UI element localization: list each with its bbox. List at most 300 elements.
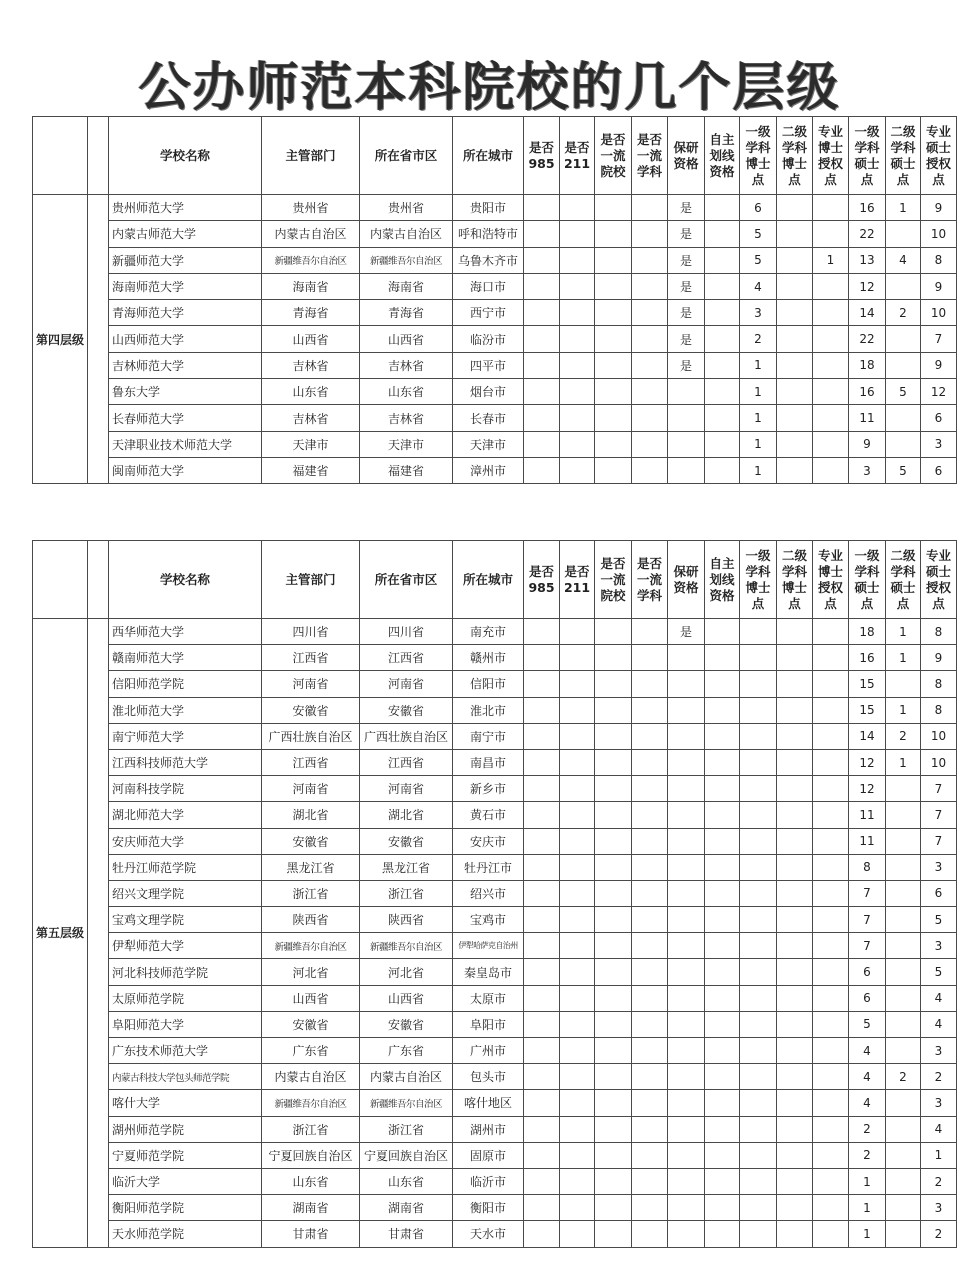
cell-baoyan [668,697,705,723]
cell-phd-level1 [740,697,777,723]
cell-is-985 [524,1221,560,1247]
cell-master-level1: 14 [849,300,886,326]
cell-master-professional: 9 [921,195,957,221]
cell-first-class-univ [595,776,632,802]
cell-self-line [705,985,740,1011]
cell-city: 海口市 [453,273,524,299]
cell-phd-professional [813,1116,849,1142]
cell-province: 新疆维吾尔自治区 [360,933,453,959]
cell-master-level1: 6 [849,959,886,985]
cell-city: 呼和浩特市 [453,221,524,247]
table-row [33,457,957,483]
table-row [33,645,957,671]
cell-phd-level1 [740,671,777,697]
cell-master-professional: 10 [921,221,957,247]
cell-master-level2 [886,273,921,299]
cell-self-line [705,431,740,457]
cell-first-class-univ [595,802,632,828]
cell-province: 安徽省 [360,828,453,854]
cell-master-professional: 10 [921,723,957,749]
cell-phd-level2 [777,1064,813,1090]
cell-self-line [705,300,740,326]
cell-first-class-univ [595,697,632,723]
cell-first-class-discipline [632,247,668,273]
cell-master-level1: 5 [849,1011,886,1037]
cell-province: 浙江省 [360,1116,453,1142]
cell-first-class-univ [595,619,632,645]
column-header-master-professional: 专业硕士授权点 [921,117,957,195]
cell-first-class-discipline [632,619,668,645]
cell-dept: 贵州省 [262,195,360,221]
cell-is-211 [560,1195,595,1221]
cell-phd-level2 [777,379,813,405]
cell-master-professional: 10 [921,300,957,326]
cell-baoyan [668,1221,705,1247]
cell-province: 黑龙江省 [360,854,453,880]
cell-master-professional: 3 [921,1195,957,1221]
cell-master-level1: 12 [849,749,886,775]
cell-dept: 吉林省 [262,405,360,431]
cell-province: 福建省 [360,457,453,483]
cell-dept: 浙江省 [262,880,360,906]
cell-master-level1: 2 [849,1116,886,1142]
cell-school-name: 淮北师范大学 [109,697,262,723]
cell-phd-level2 [777,619,813,645]
cell-master-professional: 4 [921,1011,957,1037]
cell-dept: 海南省 [262,273,360,299]
cell-phd-level1: 1 [740,457,777,483]
cell-master-level2: 2 [886,723,921,749]
cell-self-line [705,619,740,645]
cell-first-class-discipline [632,405,668,431]
column-header-dept: 主管部门 [262,541,360,619]
header-row [33,117,957,195]
cell-is-211 [560,828,595,854]
cell-province: 四川省 [360,619,453,645]
cell-province: 安徽省 [360,697,453,723]
cell-baoyan [668,405,705,431]
cell-phd-level2 [777,854,813,880]
cell-is-985 [524,776,560,802]
cell-first-class-discipline [632,985,668,1011]
cell-province: 新疆维吾尔自治区 [360,1090,453,1116]
cell-dept: 吉林省 [262,352,360,378]
cell-is-985 [524,1064,560,1090]
cell-is-985 [524,1116,560,1142]
cell-phd-level1 [740,1064,777,1090]
table-row [33,959,957,985]
cell-school-name: 青海师范大学 [109,300,262,326]
cell-master-professional: 9 [921,645,957,671]
cell-is-211 [560,431,595,457]
cell-is-211 [560,326,595,352]
column-header-phd-level2: 二级学科博士点 [777,117,813,195]
cell-is-985 [524,619,560,645]
cell-city: 烟台市 [453,379,524,405]
cell-master-professional: 7 [921,326,957,352]
cell-first-class-univ [595,352,632,378]
table-row [33,854,957,880]
cell-master-level2: 2 [886,1064,921,1090]
tier-label: 第五层级 [33,619,88,1248]
cell-self-line [705,379,740,405]
column-header-first-class-univ: 是否一流院校 [595,541,632,619]
cell-phd-professional [813,273,849,299]
cell-province: 河南省 [360,776,453,802]
cell-first-class-univ [595,645,632,671]
cell-school-name: 宁夏师范学院 [109,1142,262,1168]
cell-master-level2 [886,828,921,854]
cell-city: 赣州市 [453,645,524,671]
cell-baoyan [668,1011,705,1037]
cell-master-professional: 2 [921,1221,957,1247]
cell-phd-level2 [777,221,813,247]
cell-master-level1: 7 [849,933,886,959]
cell-is-211 [560,854,595,880]
cell-phd-professional [813,776,849,802]
cell-self-line [705,326,740,352]
cell-master-level2 [886,907,921,933]
cell-first-class-discipline [632,723,668,749]
cell-master-professional: 9 [921,273,957,299]
cell-school-name: 绍兴文理学院 [109,880,262,906]
cell-baoyan [668,907,705,933]
cell-baoyan: 是 [668,619,705,645]
cell-school-name: 海南师范大学 [109,273,262,299]
cell-is-985 [524,405,560,431]
cell-phd-level2 [777,1168,813,1194]
cell-self-line [705,405,740,431]
cell-first-class-univ [595,1064,632,1090]
cell-phd-professional [813,880,849,906]
cell-phd-level2 [777,828,813,854]
cell-school-name: 山西师范大学 [109,326,262,352]
cell-first-class-univ [595,1090,632,1116]
cell-school-name: 内蒙古科技大学包头师范学院 [109,1064,262,1090]
cell-city: 伊犁哈萨克自治州 [453,933,524,959]
cell-phd-level1 [740,907,777,933]
cell-city: 宝鸡市 [453,907,524,933]
cell-self-line [705,352,740,378]
cell-city: 太原市 [453,985,524,1011]
cell-first-class-univ [595,1221,632,1247]
cell-school-name: 安庆师范大学 [109,828,262,854]
cell-master-level1: 8 [849,854,886,880]
column-header-city: 所在城市 [453,117,524,195]
cell-first-class-discipline [632,933,668,959]
cell-first-class-discipline [632,300,668,326]
cell-phd-professional [813,723,849,749]
cell-master-level2: 1 [886,195,921,221]
cell-first-class-discipline [632,671,668,697]
cell-is-985 [524,828,560,854]
cell-phd-level1: 6 [740,195,777,221]
cell-first-class-discipline [632,1168,668,1194]
cell-master-level2 [886,854,921,880]
cell-is-985 [524,749,560,775]
cell-master-level1: 11 [849,405,886,431]
cell-school-name: 湖北师范大学 [109,802,262,828]
cell-master-professional: 4 [921,985,957,1011]
cell-city: 包头市 [453,1064,524,1090]
cell-first-class-univ [595,195,632,221]
cell-master-level1: 13 [849,247,886,273]
cell-province: 陕西省 [360,907,453,933]
cell-school-name: 鲁东大学 [109,379,262,405]
cell-master-level2 [886,326,921,352]
cell-self-line [705,959,740,985]
cell-phd-professional [813,645,849,671]
cell-phd-level1 [740,1221,777,1247]
cell-is-211 [560,907,595,933]
cell-baoyan [668,1064,705,1090]
cell-first-class-discipline [632,1142,668,1168]
cell-school-name: 南宁师范大学 [109,723,262,749]
cell-is-985 [524,352,560,378]
cell-city: 南昌市 [453,749,524,775]
cell-city: 南充市 [453,619,524,645]
cell-phd-level2 [777,1090,813,1116]
cell-phd-professional [813,828,849,854]
cell-province: 宁夏回族自治区 [360,1142,453,1168]
cell-master-level2 [886,352,921,378]
cell-first-class-discipline [632,1064,668,1090]
cell-province: 河北省 [360,959,453,985]
cell-is-211 [560,1011,595,1037]
cell-phd-level1: 2 [740,326,777,352]
cell-self-line [705,247,740,273]
cell-baoyan [668,671,705,697]
cell-baoyan [668,828,705,854]
cell-master-level2 [886,1142,921,1168]
cell-master-level1: 3 [849,457,886,483]
cell-master-professional: 6 [921,880,957,906]
cell-master-level2: 1 [886,697,921,723]
cell-phd-level2 [777,880,813,906]
cell-is-985 [524,247,560,273]
cell-phd-level1: 1 [740,405,777,431]
cell-self-line [705,457,740,483]
column-header-phd-professional: 专业博士授权点 [813,117,849,195]
cell-phd-level2 [777,776,813,802]
cell-self-line [705,671,740,697]
cell-first-class-univ [595,457,632,483]
cell-school-name: 宝鸡文理学院 [109,907,262,933]
cell-phd-level2 [777,1142,813,1168]
cell-phd-professional [813,802,849,828]
cell-self-line [705,645,740,671]
cell-master-level1: 22 [849,221,886,247]
cell-phd-level1 [740,1168,777,1194]
cell-master-level1: 6 [849,985,886,1011]
cell-first-class-discipline [632,880,668,906]
cell-phd-level2 [777,247,813,273]
cell-master-level1: 4 [849,1038,886,1064]
cell-province: 吉林省 [360,352,453,378]
table-row [33,1038,957,1064]
cell-school-name: 新疆师范大学 [109,247,262,273]
cell-is-985 [524,985,560,1011]
cell-is-985 [524,326,560,352]
cell-self-line [705,776,740,802]
column-header-master-level1: 一级学科硕士点 [849,117,886,195]
cell-phd-level1 [740,802,777,828]
cell-is-211 [560,645,595,671]
cell-phd-level1 [740,749,777,775]
cell-phd-professional [813,749,849,775]
cell-school-name: 广东技术师范大学 [109,1038,262,1064]
cell-is-211 [560,1090,595,1116]
cell-is-211 [560,959,595,985]
table-row [33,828,957,854]
cell-is-211 [560,985,595,1011]
cell-phd-level2 [777,749,813,775]
cell-master-level2 [886,1168,921,1194]
header-corner-2 [88,117,109,195]
cell-self-line [705,723,740,749]
cell-phd-level2 [777,1011,813,1037]
cell-phd-professional [813,300,849,326]
cell-dept: 陕西省 [262,907,360,933]
cell-first-class-discipline [632,854,668,880]
cell-province: 湖南省 [360,1195,453,1221]
cell-phd-level1 [740,1142,777,1168]
cell-master-level2: 1 [886,619,921,645]
cell-first-class-discipline [632,1221,668,1247]
cell-first-class-univ [595,959,632,985]
table-row [33,1195,957,1221]
cell-dept: 新疆维吾尔自治区 [262,247,360,273]
column-header-master-professional: 专业硕士授权点 [921,541,957,619]
column-header-is-211: 是否211 [560,117,595,195]
cell-self-line [705,1064,740,1090]
cell-baoyan [668,880,705,906]
cell-city: 四平市 [453,352,524,378]
cell-first-class-univ [595,1195,632,1221]
cell-master-level2: 2 [886,300,921,326]
cell-is-211 [560,379,595,405]
cell-phd-level2 [777,300,813,326]
table-row [33,933,957,959]
cell-baoyan: 是 [668,300,705,326]
cell-first-class-univ [595,880,632,906]
cell-phd-professional [813,959,849,985]
cell-master-level2 [886,671,921,697]
cell-baoyan [668,985,705,1011]
cell-first-class-univ [595,671,632,697]
column-header-self-line: 自主划线资格 [705,117,740,195]
cell-dept: 甘肃省 [262,1221,360,1247]
cell-school-name: 喀什大学 [109,1090,262,1116]
cell-master-professional: 9 [921,352,957,378]
cell-school-name: 赣南师范大学 [109,645,262,671]
cell-master-level2 [886,880,921,906]
cell-first-class-univ [595,1168,632,1194]
cell-baoyan [668,959,705,985]
cell-first-class-discipline [632,1116,668,1142]
table-row [33,352,957,378]
cell-first-class-univ [595,431,632,457]
cell-city: 喀什地区 [453,1090,524,1116]
cell-phd-level2 [777,457,813,483]
cell-city: 安庆市 [453,828,524,854]
cell-dept: 江西省 [262,749,360,775]
cell-dept: 河南省 [262,776,360,802]
cell-phd-level2 [777,405,813,431]
cell-master-level2 [886,1195,921,1221]
cell-school-name: 阜阳师范大学 [109,1011,262,1037]
cell-first-class-discipline [632,221,668,247]
cell-is-985 [524,379,560,405]
tier4-table [32,116,957,484]
table-row [33,1090,957,1116]
cell-is-211 [560,723,595,749]
cell-master-level1: 16 [849,379,886,405]
cell-province: 山东省 [360,1168,453,1194]
cell-master-professional: 4 [921,1116,957,1142]
cell-baoyan [668,776,705,802]
cell-first-class-discipline [632,457,668,483]
table-row [33,749,957,775]
cell-phd-professional [813,671,849,697]
cell-is-211 [560,619,595,645]
column-header-baoyan: 保研资格 [668,117,705,195]
cell-phd-professional [813,933,849,959]
column-header-baoyan: 保研资格 [668,541,705,619]
cell-phd-professional: 1 [813,247,849,273]
cell-self-line [705,1168,740,1194]
cell-self-line [705,1011,740,1037]
cell-phd-professional [813,221,849,247]
cell-first-class-univ [595,379,632,405]
table-row [33,1064,957,1090]
cell-is-985 [524,1142,560,1168]
cell-baoyan [668,457,705,483]
cell-self-line [705,749,740,775]
cell-city: 固原市 [453,1142,524,1168]
cell-master-level1: 9 [849,431,886,457]
cell-phd-level2 [777,352,813,378]
cell-school-name: 河北科技师范学院 [109,959,262,985]
cell-first-class-univ [595,985,632,1011]
cell-master-level1: 1 [849,1168,886,1194]
column-header-school-name: 学校名称 [109,117,262,195]
cell-school-name: 长春师范大学 [109,405,262,431]
cell-master-professional: 6 [921,405,957,431]
cell-is-985 [524,457,560,483]
cell-dept: 宁夏回族自治区 [262,1142,360,1168]
cell-is-985 [524,907,560,933]
cell-is-211 [560,1221,595,1247]
cell-master-professional: 3 [921,854,957,880]
cell-first-class-discipline [632,1090,668,1116]
cell-phd-level2 [777,697,813,723]
cell-is-211 [560,1142,595,1168]
cell-master-professional: 7 [921,802,957,828]
table-row [33,247,957,273]
cell-master-professional: 12 [921,379,957,405]
cell-school-name: 内蒙古师范大学 [109,221,262,247]
cell-school-name: 衡阳师范学院 [109,1195,262,1221]
cell-self-line [705,907,740,933]
cell-dept: 江西省 [262,645,360,671]
cell-is-211 [560,880,595,906]
cell-is-211 [560,273,595,299]
table-row [33,300,957,326]
cell-master-professional: 8 [921,671,957,697]
cell-master-level2: 5 [886,457,921,483]
cell-dept: 四川省 [262,619,360,645]
